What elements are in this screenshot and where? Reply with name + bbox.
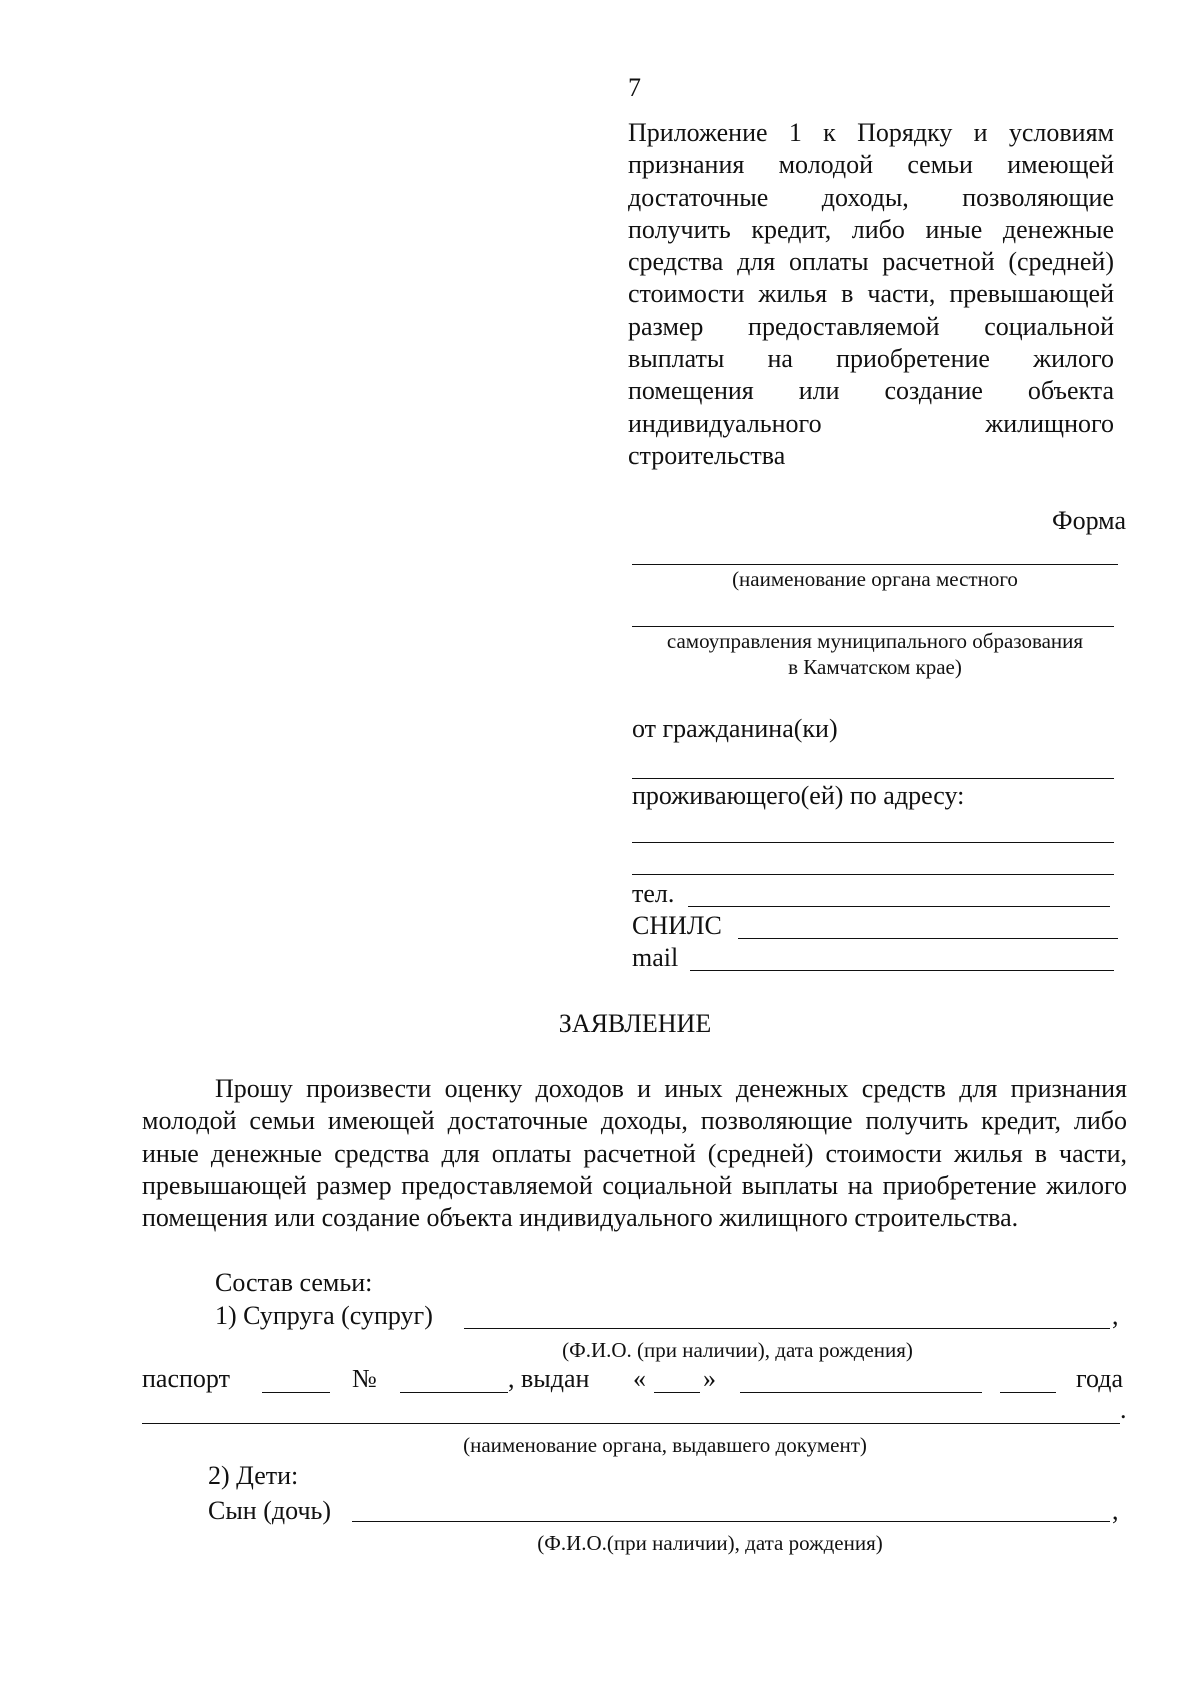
- passport-label: паспорт: [142, 1364, 230, 1393]
- spouse-label: 1) Супруга (супруг): [215, 1301, 433, 1330]
- form-label: Форма: [1052, 506, 1126, 535]
- issuer-caption: (наименование органа, выдавшего документ): [463, 1433, 867, 1457]
- quote-close: »: [703, 1364, 716, 1393]
- issuer-period: .: [1120, 1395, 1127, 1424]
- children-label: 2) Дети:: [208, 1461, 299, 1490]
- child-comma: ,: [1112, 1496, 1119, 1525]
- snils-line[interactable]: [738, 938, 1118, 939]
- child-label: Сын (дочь): [208, 1496, 332, 1525]
- page-number: 7: [628, 73, 641, 102]
- mail-label: mail: [632, 943, 679, 972]
- statement-body: Прошу произвести оценку доходов и иных денежных средств для признания молодой семьи имеющей достаточные доходы, позволяющие получить кредит, либо иные денежные средства для оплаты расчетной (средней) стоимости жилья в части, превышающей размер предоставляемой социальной выплаты на приобретение жилого помещения или создание объекта индивидуального жилищного строительства.: [142, 1074, 1127, 1233]
- year-label: года: [1076, 1364, 1124, 1393]
- spouse-caption: (Ф.И.О. (при наличии), дата рождения): [562, 1338, 913, 1362]
- org-name-caption-2: самоуправления муниципального образования: [666, 629, 1084, 653]
- issued-label: , выдан: [508, 1364, 590, 1393]
- org-name-line-1[interactable]: [632, 564, 1118, 565]
- issuer-line[interactable]: [142, 1423, 1120, 1424]
- org-name-line-2[interactable]: [632, 626, 1114, 627]
- address-line-1[interactable]: [632, 842, 1114, 843]
- issue-year-line[interactable]: [1000, 1392, 1056, 1393]
- family-composition-label: Состав семьи:: [215, 1268, 373, 1297]
- org-name-caption-3: в Камчатском крае): [788, 655, 962, 679]
- spouse-name-line[interactable]: [464, 1328, 1110, 1329]
- mail-line[interactable]: [690, 970, 1114, 971]
- issue-month-line[interactable]: [740, 1392, 982, 1393]
- appendix-reference: Приложение 1 к Порядку и условиям признания молодой семьи имеющей достаточные доходы, позволяющие получить кредит, либо иные денежные средства для оплаты расчетной (средней) стоимости жилья в части, превышающей размер предоставляемой социальной выплаты на приобретение жилого помещения или создание объекта индивидуального жилищного строительства: [628, 118, 1114, 470]
- tel-line[interactable]: [688, 906, 1110, 907]
- snils-label: СНИЛС: [632, 911, 722, 940]
- passport-series-line[interactable]: [262, 1392, 330, 1393]
- citizen-name-line[interactable]: [632, 778, 1114, 779]
- org-name-caption: (наименование органа местного: [732, 567, 1018, 591]
- issue-day-line[interactable]: [654, 1392, 700, 1393]
- child-caption: (Ф.И.О.(при наличии), дата рождения): [537, 1531, 883, 1555]
- from-citizen-label: от гражданина(ки): [632, 714, 838, 743]
- document-title: ЗАЯВЛЕНИЕ: [558, 1009, 712, 1038]
- residing-address-label: проживающего(ей) по адресу:: [632, 781, 965, 810]
- quote-open: «: [633, 1364, 646, 1393]
- address-line-2[interactable]: [632, 874, 1114, 875]
- tel-label: тел.: [632, 879, 675, 908]
- child-name-line[interactable]: [352, 1521, 1110, 1522]
- number-sign: №: [352, 1364, 377, 1393]
- spouse-comma: ,: [1112, 1301, 1119, 1330]
- passport-number-line[interactable]: [400, 1392, 508, 1393]
